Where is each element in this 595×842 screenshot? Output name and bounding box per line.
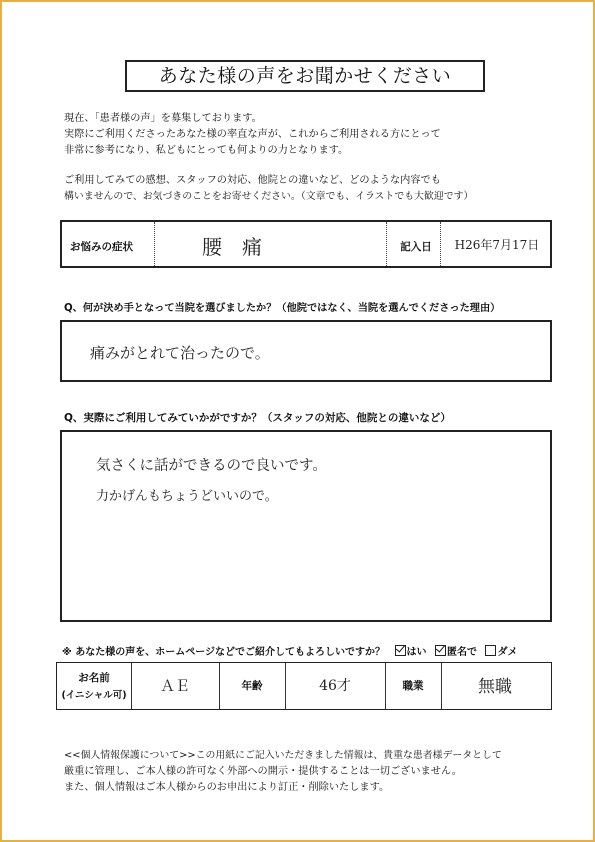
- no-checkbox[interactable]: [485, 645, 496, 656]
- date-value: H26年7月17日: [454, 238, 540, 252]
- privacy-line-1: <<個人情報保護について>>この用紙にご記入いただきました情報は、貴重な患者様データとして: [64, 750, 502, 761]
- age-label: 年齢: [241, 680, 263, 692]
- consent-row: [62, 643, 517, 658]
- yes-label: はい: [406, 647, 427, 658]
- name-value: ＡＥ: [159, 677, 190, 695]
- intro-line-1: 現在、「患者様の声」を募集しております。: [64, 113, 262, 124]
- intro-line-4: ご利用してみての感想、スタッフの対応、他院との違いなど、どのような内容でも: [64, 175, 441, 186]
- name-label: お名前: [78, 672, 110, 684]
- answer-box-2: [60, 430, 552, 622]
- info-row: [56, 662, 552, 710]
- answer-2-line-2: 力かげんもちょうどいいので。: [96, 489, 278, 504]
- intro-line-5: 構いませんので、お気づきのことをお寄せください。（文章でも、イラストでも大歓迎です）: [64, 191, 474, 202]
- symptom-label: お悩みの症状: [70, 241, 133, 253]
- answer-1-text: 痛みがとれて治ったので。: [90, 344, 270, 362]
- no-label: ダメ: [497, 647, 518, 658]
- symptom-row: [60, 220, 552, 268]
- consent-question: ※ あなた様の声を、ホームページなどでご紹介してもよろしいですか？: [62, 647, 386, 658]
- date-divider-right: [440, 222, 441, 266]
- symptom-value: 腰 痛: [202, 235, 262, 259]
- intro-line-2: 実際にご利用くださったあなた様の率直な声が、これからご利用される方にとって: [64, 129, 441, 140]
- job-value: 無職: [478, 677, 512, 697]
- question-1: Q、何が決め手となって当院を選びましたか？（他院ではなく、当院を選んでくださった理由）: [64, 303, 501, 314]
- yes-checkbox[interactable]: [395, 645, 406, 656]
- age-value: 46才: [319, 678, 351, 694]
- symptom-divider: [154, 222, 155, 266]
- date-divider-left: [386, 222, 387, 266]
- answer-box-1: [60, 320, 552, 382]
- privacy-line-3: また、個人情報はご本人様からのお申出により訂正・削除いたします。: [64, 782, 390, 793]
- page-title: あなた様の声をお聞かせください: [125, 60, 485, 92]
- answer-2-line-1: 気さくに話ができるので良いです。: [96, 458, 327, 474]
- question-2: Q、実際にご利用してみていかがですか？（スタッフの対応、他院との違いなど）: [64, 412, 451, 424]
- intro-line-3: 非常に参考になり、私どもにとっても何よりの力となります。: [64, 145, 349, 156]
- name-sublabel: (イニシャル可): [61, 690, 127, 701]
- job-label: 職業: [402, 680, 424, 692]
- date-label: 記入日: [400, 241, 432, 253]
- initial-checkbox[interactable]: [435, 645, 446, 656]
- privacy-line-2: 厳重に管理し、ご本人様の許可なく外部への開示・提供することは一切ございません。: [64, 766, 462, 777]
- initial-label: 匿名で: [446, 647, 477, 658]
